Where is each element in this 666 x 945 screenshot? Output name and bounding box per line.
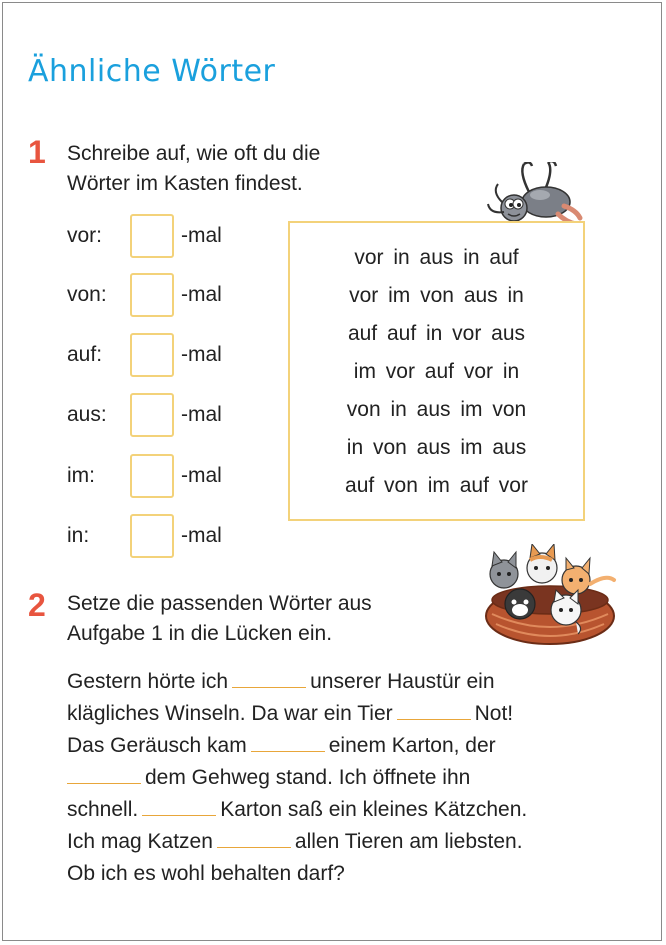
task1-instruction-line1: Schreibe auf, wie oft du die <box>67 142 321 165</box>
count-row-von <box>67 273 257 319</box>
word-box-line: auf auf in vor aus <box>347 322 526 345</box>
story-segment: Karton saß ein kleines Kätzchen. <box>220 798 528 821</box>
word-box <box>288 221 585 521</box>
count-suffix: -mal <box>181 464 222 487</box>
task2-instruction <box>67 589 372 649</box>
task1-instruction <box>67 139 320 199</box>
word-box-line: vor im von aus in <box>349 284 524 307</box>
story-segment: Ich mag Katzen <box>67 830 213 853</box>
count-answer-box[interactable] <box>130 273 174 317</box>
count-row-aus <box>67 393 257 439</box>
task2-instruction-line2: Aufgabe 1 in die Lücken ein. <box>67 622 333 645</box>
count-label: vor: <box>67 224 103 247</box>
story-text <box>67 666 527 890</box>
blank-field[interactable] <box>217 827 291 848</box>
story-segment: unserer Haustür ein <box>310 670 495 693</box>
story-segment: schnell. <box>67 798 139 821</box>
blank-field[interactable] <box>397 699 471 720</box>
word-box-line: im vor auf vor in <box>353 360 520 383</box>
story-segment: einem Karton, der <box>328 734 496 757</box>
story-line: Ob ich es wohl behalten darf? <box>67 862 345 885</box>
count-suffix: -mal <box>181 403 222 426</box>
story-segment: klägliches Winseln. Da war ein Tier <box>67 702 393 725</box>
count-label: im: <box>67 464 95 487</box>
count-suffix: -mal <box>181 343 222 366</box>
story-segment: Not! <box>474 702 514 725</box>
story-segment: Gestern hörte ich <box>67 670 229 693</box>
blank-field[interactable] <box>251 731 325 752</box>
task1-instruction-line2: Wörter im Kasten findest. <box>67 172 303 195</box>
story-segment: allen Tieren am liebsten. <box>294 830 523 853</box>
count-answer-box[interactable] <box>130 393 174 437</box>
count-suffix: -mal <box>181 224 222 247</box>
story-line <box>67 698 527 730</box>
count-label: auf: <box>67 343 103 366</box>
story-line <box>67 794 527 826</box>
blank-field[interactable] <box>142 795 216 816</box>
task2-number: 2 <box>28 587 46 623</box>
count-answer-box[interactable] <box>130 514 174 558</box>
blank-field[interactable] <box>67 763 141 784</box>
story-segment: dem Gehweg stand. Ich öffnete ihn <box>145 766 471 789</box>
story-line <box>67 730 527 762</box>
story-line <box>67 762 527 794</box>
blank-field[interactable] <box>232 667 306 688</box>
word-box-line: auf von im auf vor <box>345 474 528 497</box>
count-label: aus: <box>67 403 107 426</box>
count-answer-box[interactable] <box>130 214 174 258</box>
kittens-basket-illustration <box>480 544 620 648</box>
count-answer-box[interactable] <box>130 454 174 498</box>
count-row-im <box>67 454 257 500</box>
task1-number: 1 <box>28 134 46 170</box>
count-suffix: -mal <box>181 524 222 547</box>
word-box-line: vor in aus in auf <box>354 246 519 269</box>
count-suffix: -mal <box>181 283 222 306</box>
story-segment: Das Geräusch kam <box>67 734 247 757</box>
story-line <box>67 826 527 858</box>
word-box-line: in von aus im aus <box>346 436 527 459</box>
word-box-line: von in aus im von <box>346 398 527 421</box>
count-row-auf <box>67 333 257 379</box>
count-answer-box[interactable] <box>130 333 174 377</box>
count-row-in <box>67 514 257 560</box>
task2-instruction-line1: Setze die passenden Wörter aus <box>67 592 372 615</box>
story-line <box>67 666 527 698</box>
count-label: in: <box>67 524 90 547</box>
count-row-vor <box>67 214 257 260</box>
page-title: Ähnliche Wörter <box>28 54 276 89</box>
count-label: von: <box>67 283 107 306</box>
